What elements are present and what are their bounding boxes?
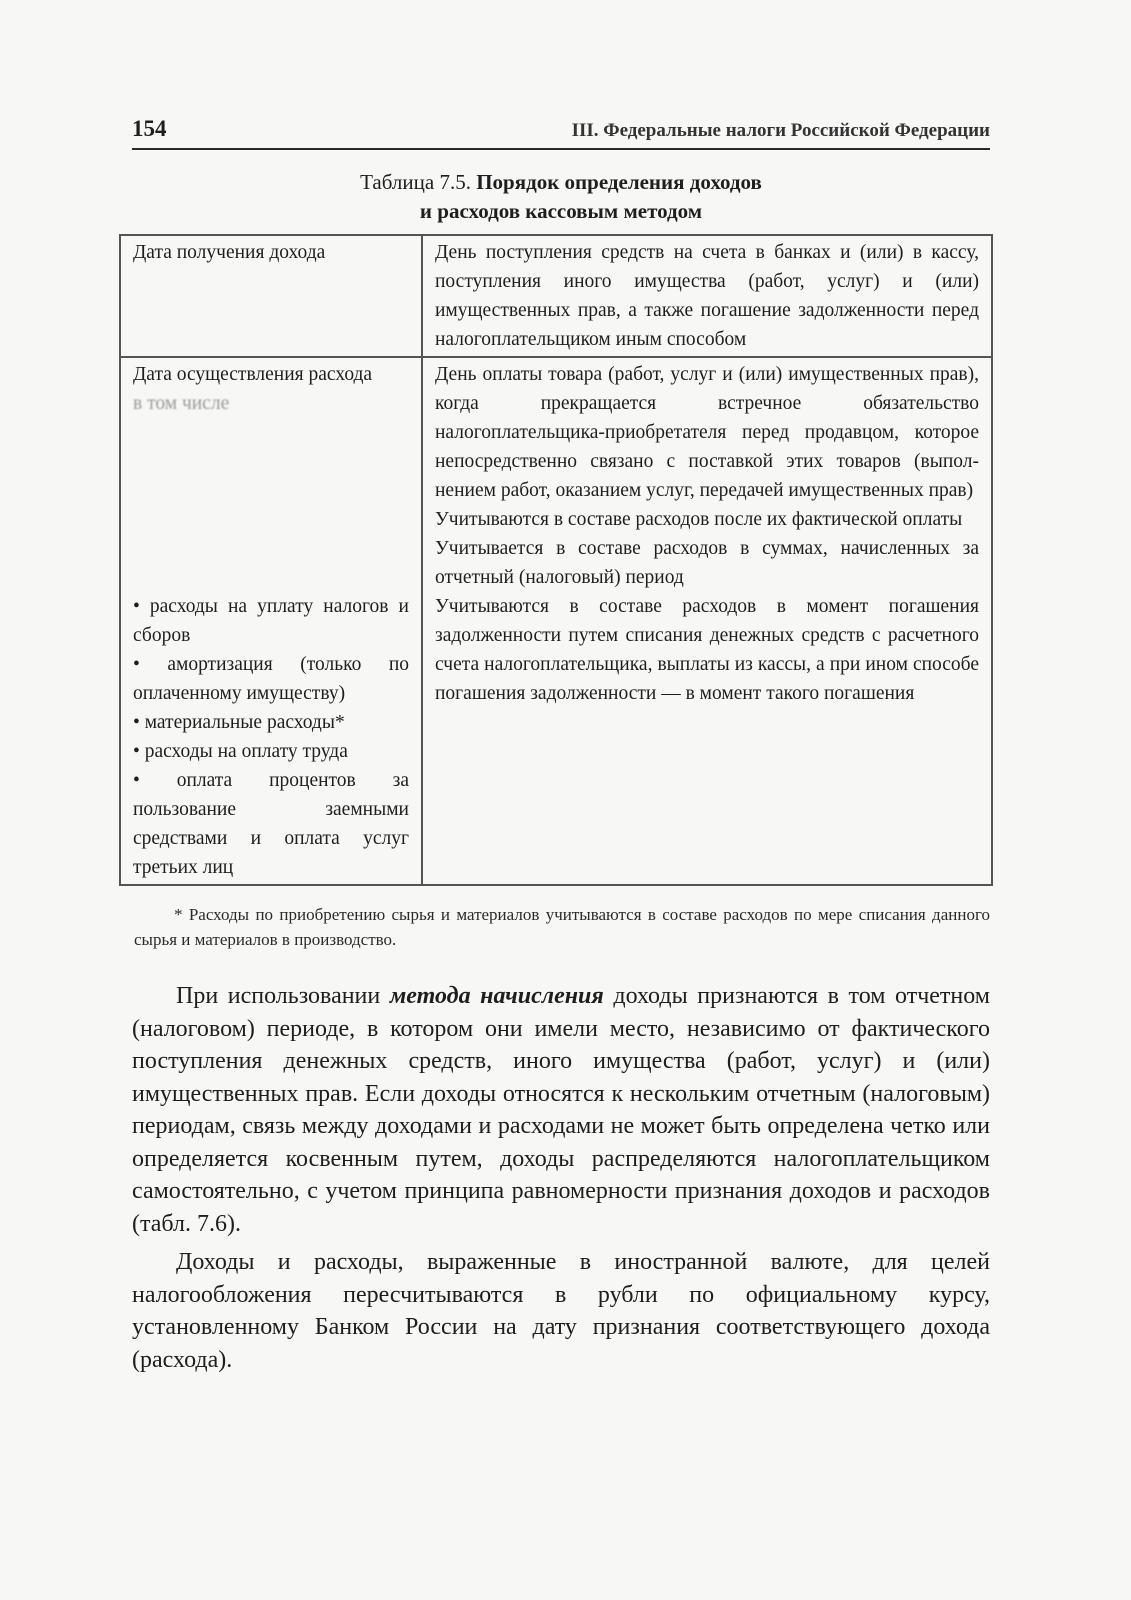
table-cell-expense-labels xyxy=(120,357,422,885)
table-caption-title-line2: и расходов кассовым методом xyxy=(419,199,703,223)
expense-date-rule: День оплаты товара (работ, услуг и (или) имущественных прав), когда прекращается встречное обязательство налогоплательщика-приобретателя перед продавцом, которое непосредственно связано с поставкой этих товаров (выполнением работ, оказанием услуг, передачей имущественных прав) xyxy=(435,364,979,501)
table-caption xyxy=(132,168,990,226)
p1-emphasis: метода начисления xyxy=(389,983,604,1009)
expense-date-label: Дата осуществления расхода xyxy=(133,364,373,385)
table-cell-income-date-rule: День поступления средств на счета в банках и (или) в кассу, поступления иного имущества (работ, услуг) и (или) имущественных прав, а также погашение задолженности перед налогоплательщиком иным способом xyxy=(422,235,992,357)
running-head xyxy=(132,108,990,150)
table-cell-expense-rules xyxy=(422,357,992,885)
bullet-materials: • материальные расходы* xyxy=(133,712,345,733)
bullet-taxes: • расходы на уплату налогов и сборов xyxy=(133,596,409,646)
table-row xyxy=(120,357,992,885)
table-row xyxy=(120,235,992,357)
table-caption-prefix: Таблица 7.5. xyxy=(360,170,471,194)
table-footnote: * Расходы по приобретению сырья и материалов учитываются в составе расходов по мере списания данного сырья и материалов в производство. xyxy=(134,905,990,949)
body-text xyxy=(132,980,990,1376)
spacer xyxy=(133,418,409,592)
p1-rest: доходы признаются в том отчетном (налоговом) периоде, в котором они имели место, независимо от фактического поступления денежных средств, иного имущества (работ, услуг) и (или) имущественных прав. Если доходы относятся к нескольким отчетным (налоговым) периодам, связь между доходами и расходами не может быть определена четко или определяется косвенным путем, доходы распределяются налогоплательщиком самостоятельно, с учетом принципа равномерности признания доходов и расходов (табл. 7.6). xyxy=(132,983,990,1237)
p1-start: При использовании xyxy=(176,983,381,1009)
income-expense-table xyxy=(119,234,993,886)
group-rule: Учитываются в составе расходов в момент погашения задолженности путем списания денежных средств с расчетного счета налогоплательщика, выплаты из кассы, а при ином способе погашения задолженности — в момент такого погашения xyxy=(435,596,979,704)
paragraph-accrual-method xyxy=(132,980,990,1240)
including-label: в том числе xyxy=(133,393,230,414)
table-cell-income-date-label: Дата получения дохода xyxy=(120,235,422,357)
table-caption-title-line1: Порядок определения доходов xyxy=(476,170,762,194)
depreciation-rule: Учитывается в составе расходов в суммах, начисленных за отчетный (налоговый) период xyxy=(435,538,979,588)
bullet-interest: • оплата процентов за пользование заемными средствами и оплата услуг третьих лиц xyxy=(133,770,409,878)
page-number: 154 xyxy=(132,116,167,141)
bullet-depreciation: • амортизация (только по оплаченному имуществу) xyxy=(133,654,409,704)
book-page xyxy=(132,108,990,1382)
taxes-rule: Учитываются в составе расходов после их фактической оплаты xyxy=(435,509,963,530)
paragraph-foreign-currency: Доходы и расходы, выраженные в иностранной валюте, для целей налогообложения пересчитываются в рубли по официальному курсу, установленному Банком России на дату признания соответствующего дохода (расхода). xyxy=(132,1249,990,1373)
chapter-title: III. Федеральные налоги Российской Федерации xyxy=(571,120,990,141)
bullet-labor: • расходы на оплату труда xyxy=(133,741,348,762)
